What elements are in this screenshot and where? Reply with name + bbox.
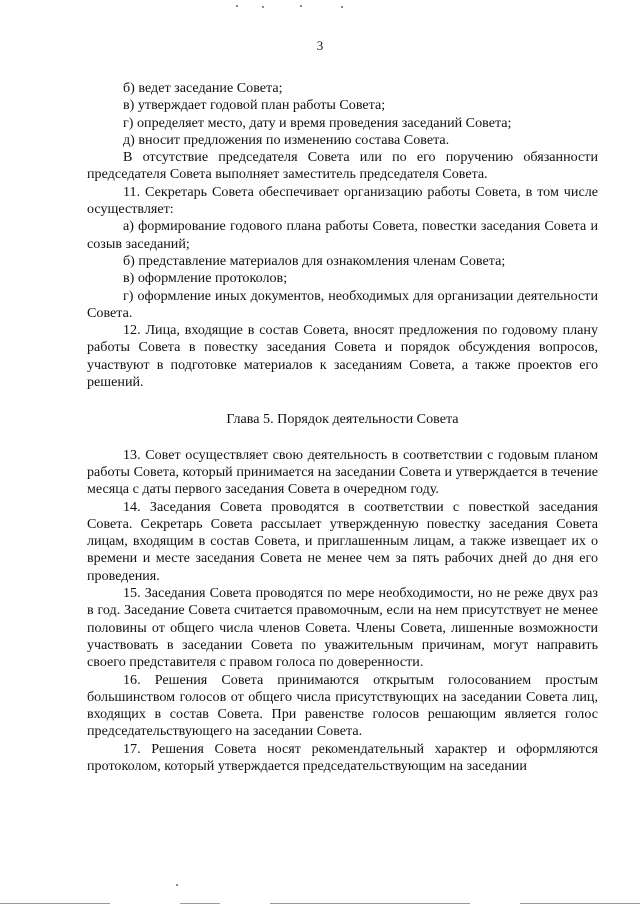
paragraph-deputy-chair: В отсутствие председателя Совета или по его поручению обязанности председателя Совета выполняет заместитель председателя Совета. <box>87 149 598 183</box>
paragraph-17: 17. Решения Совета носят рекомендательный характер и оформляются протоколом, который утверждается председательствующим на заседании <box>87 740 598 774</box>
scan-speck <box>236 5 238 7</box>
paragraph-11-a: а) формирование годового плана работы Совета, повестки заседания Совета и созыв заседаний; <box>87 218 598 252</box>
paragraph-11: 11. Секретарь Совета обеспечивает организацию работы Совета, в том числе осуществляет: <box>87 183 598 218</box>
scan-speck <box>262 6 264 8</box>
paragraph-13: 13. Совет осуществляет свою деятельность в соответствии с годовым планом работы Совета, который принимается на заседании Совета и утверждается в течение месяца с даты первого заседания Совета в очередном году. <box>87 446 598 498</box>
scan-edge-mark <box>180 903 220 904</box>
paragraph-15: 15. Заседания Совета проводятся по мере необходимости, но не реже двух раз в год. Заседание Совета считается правомочным, если на нем присутствует не менее половины от общего числа членов Совета. Члены Совета, лишенные возможности участвовать в заседании Совета по уважительным причинам, могут направить своего представителя с правом голоса по доверенности. <box>87 585 598 671</box>
document-body <box>87 80 598 775</box>
scan-edge-mark <box>270 903 470 904</box>
chapter-heading: Глава 5. Порядок деятельности Совета <box>226 411 459 428</box>
paragraph-12: 12. Лица, входящие в состав Совета, вносят предложения по годовому плану работы Совета в повестку заседания Совета и порядок обсуждения вопросов, участвуют в подготовке материалов к заседаниям Совета, а также проектов его решений. <box>87 322 598 391</box>
scan-edge-mark <box>520 903 640 904</box>
scan-speck <box>341 6 343 8</box>
paragraph-16: 16. Решения Совета принимаются открытым голосованием простым большинством голосов от общего числа присутствующих на заседании Совета лиц, входящих в состав Совета. При равенстве голосов решающим является голос председательствующего на заседании Совета. <box>87 671 598 740</box>
paragraph-11-g: г) оформление иных документов, необходимых для организации деятельности Совета. <box>87 287 598 321</box>
paragraph-11-v: в) оформление протоколов; <box>123 270 288 287</box>
scan-speck <box>176 884 178 886</box>
scan-edge-mark <box>0 903 110 904</box>
paragraph-item-g: г) определяет место, дату и время проведения заседаний Совета; <box>123 114 512 131</box>
scan-speck <box>300 5 302 7</box>
paragraph-item-v: в) утверждает годовой план работы Совета; <box>123 97 386 114</box>
paragraph-item-b: б) ведет заседание Совета; <box>123 80 283 96</box>
paragraph-11-b: б) представление материалов для ознакомления членам Совета; <box>123 252 506 269</box>
paragraph-14: 14. Заседания Совета проводятся в соответствии с повесткой заседания Совета. Секретарь Совета рассылает утвержденную повестку заседания Совета лицам, входящим в состав Совета, и приглашенным лицам, а также извещает их о времени и месте заседания Совета не менее чем за пять рабочих дней до дня его проведения. <box>87 498 598 584</box>
paragraph-item-d: д) вносит предложения по изменению состава Совета. <box>123 131 450 148</box>
page-number: 3 <box>316 38 324 53</box>
